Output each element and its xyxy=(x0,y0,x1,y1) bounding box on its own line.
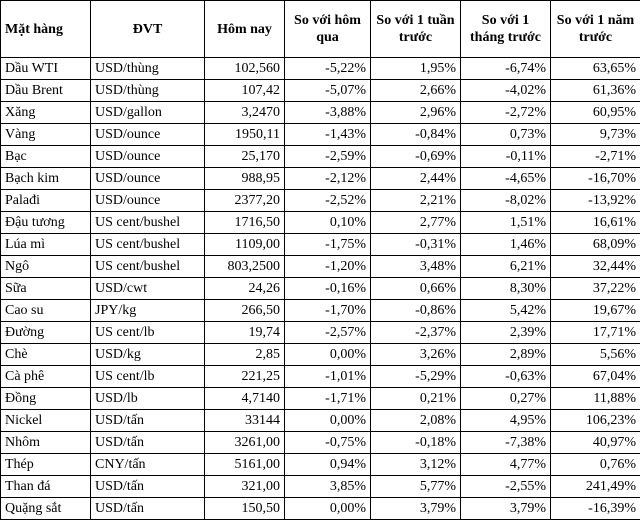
commodity-name: Palađi xyxy=(1,190,91,212)
commodity-name: Dầu WTI xyxy=(1,58,91,80)
price-today: 107,42 xyxy=(205,80,285,102)
change-vs-year: -2,71% xyxy=(551,146,640,168)
change-vs-yesterday: -2,12% xyxy=(285,168,371,190)
change-vs-month: 5,42% xyxy=(461,300,551,322)
change-vs-year: 61,36% xyxy=(551,80,640,102)
change-vs-yesterday: 0,00% xyxy=(285,498,371,520)
change-vs-week: -0,18% xyxy=(371,432,461,454)
change-vs-month: 1,51% xyxy=(461,212,551,234)
unit: US cent/lb xyxy=(91,322,205,344)
price-today: 24,26 xyxy=(205,278,285,300)
change-vs-yesterday: 0,94% xyxy=(285,454,371,476)
change-vs-week: 3,48% xyxy=(371,256,461,278)
change-vs-week: 1,95% xyxy=(371,58,461,80)
table-body xyxy=(1,58,640,520)
table-row xyxy=(1,498,640,520)
change-vs-yesterday: -1,71% xyxy=(285,388,371,410)
unit: CNY/tấn xyxy=(91,454,205,476)
commodity-name: Sữa xyxy=(1,278,91,300)
change-vs-week: -0,31% xyxy=(371,234,461,256)
table-row xyxy=(1,168,640,190)
table-row xyxy=(1,124,640,146)
change-vs-month: -0,11% xyxy=(461,146,551,168)
change-vs-yesterday: -2,52% xyxy=(285,190,371,212)
commodity-name: Chè xyxy=(1,344,91,366)
unit: US cent/bushel xyxy=(91,256,205,278)
price-today: 102,560 xyxy=(205,58,285,80)
table-row xyxy=(1,344,640,366)
change-vs-month: -0,63% xyxy=(461,366,551,388)
change-vs-month: -4,02% xyxy=(461,80,551,102)
price-today: 19,74 xyxy=(205,322,285,344)
price-today: 4,7140 xyxy=(205,388,285,410)
price-today: 1109,00 xyxy=(205,234,285,256)
commodity-name: Nhôm xyxy=(1,432,91,454)
price-today: 2377,20 xyxy=(205,190,285,212)
commodity-name: Đường xyxy=(1,322,91,344)
table-row xyxy=(1,432,640,454)
commodity-name: Xăng xyxy=(1,102,91,124)
price-today: 1716,50 xyxy=(205,212,285,234)
change-vs-week: 0,21% xyxy=(371,388,461,410)
change-vs-yesterday: -1,75% xyxy=(285,234,371,256)
price-today: 803,2500 xyxy=(205,256,285,278)
table-row xyxy=(1,256,640,278)
header-vs-year: So với 1 năm trước xyxy=(551,1,640,58)
price-today: 266,50 xyxy=(205,300,285,322)
change-vs-yesterday: -0,75% xyxy=(285,432,371,454)
unit: US cent/bushel xyxy=(91,212,205,234)
change-vs-year: 37,22% xyxy=(551,278,640,300)
change-vs-week: 2,21% xyxy=(371,190,461,212)
change-vs-year: -13,92% xyxy=(551,190,640,212)
change-vs-yesterday: 3,85% xyxy=(285,476,371,498)
header-commodity: Mặt hàng xyxy=(1,1,91,58)
change-vs-year: 5,56% xyxy=(551,344,640,366)
change-vs-month: -8,02% xyxy=(461,190,551,212)
table-row xyxy=(1,410,640,432)
price-today: 33144 xyxy=(205,410,285,432)
change-vs-month: -2,55% xyxy=(461,476,551,498)
commodity-name: Quặng sắt xyxy=(1,498,91,520)
unit: USD/tấn xyxy=(91,498,205,520)
change-vs-yesterday: 0,00% xyxy=(285,344,371,366)
change-vs-month: 4,95% xyxy=(461,410,551,432)
change-vs-yesterday: 0,00% xyxy=(285,410,371,432)
price-today: 1950,11 xyxy=(205,124,285,146)
unit: USD/tấn xyxy=(91,476,205,498)
price-today: 321,00 xyxy=(205,476,285,498)
table-row xyxy=(1,190,640,212)
change-vs-month: -6,74% xyxy=(461,58,551,80)
unit: USD/ounce xyxy=(91,190,205,212)
table-row xyxy=(1,300,640,322)
price-today: 25,170 xyxy=(205,146,285,168)
change-vs-week: 0,66% xyxy=(371,278,461,300)
change-vs-week: -0,69% xyxy=(371,146,461,168)
change-vs-yesterday: -3,88% xyxy=(285,102,371,124)
table-row xyxy=(1,146,640,168)
change-vs-month: -2,72% xyxy=(461,102,551,124)
price-today: 221,25 xyxy=(205,366,285,388)
change-vs-year: 0,76% xyxy=(551,454,640,476)
change-vs-week: 2,77% xyxy=(371,212,461,234)
unit: USD/ounce xyxy=(91,124,205,146)
change-vs-year: 60,95% xyxy=(551,102,640,124)
change-vs-yesterday: -1,70% xyxy=(285,300,371,322)
change-vs-year: 40,97% xyxy=(551,432,640,454)
table-row xyxy=(1,80,640,102)
commodity-name: Cà phê xyxy=(1,366,91,388)
change-vs-year: 32,44% xyxy=(551,256,640,278)
unit: USD/ounce xyxy=(91,146,205,168)
unit: USD/tấn xyxy=(91,410,205,432)
table-row xyxy=(1,366,640,388)
commodity-name: Thép xyxy=(1,454,91,476)
change-vs-year: -16,70% xyxy=(551,168,640,190)
price-today: 988,95 xyxy=(205,168,285,190)
change-vs-week: 2,08% xyxy=(371,410,461,432)
change-vs-year: 68,09% xyxy=(551,234,640,256)
change-vs-yesterday: -5,22% xyxy=(285,58,371,80)
header-today: Hôm nay xyxy=(205,1,285,58)
change-vs-month: -7,38% xyxy=(461,432,551,454)
price-today: 3,2470 xyxy=(205,102,285,124)
change-vs-month: 2,89% xyxy=(461,344,551,366)
change-vs-month: 8,30% xyxy=(461,278,551,300)
change-vs-yesterday: -0,16% xyxy=(285,278,371,300)
table-row xyxy=(1,212,640,234)
change-vs-week: -2,37% xyxy=(371,322,461,344)
change-vs-week: 5,77% xyxy=(371,476,461,498)
unit: US cent/lb xyxy=(91,366,205,388)
commodity-name: Dầu Brent xyxy=(1,80,91,102)
unit: USD/cwt xyxy=(91,278,205,300)
price-today: 5161,00 xyxy=(205,454,285,476)
header-vs-month: So với 1 tháng trước xyxy=(461,1,551,58)
price-today: 2,85 xyxy=(205,344,285,366)
unit: USD/thùng xyxy=(91,58,205,80)
commodity-name: Than đá xyxy=(1,476,91,498)
change-vs-year: 241,49% xyxy=(551,476,640,498)
unit: USD/thùng xyxy=(91,80,205,102)
commodity-name: Bạch kim xyxy=(1,168,91,190)
change-vs-yesterday: -2,57% xyxy=(285,322,371,344)
table-row xyxy=(1,234,640,256)
commodity-name: Đậu tương xyxy=(1,212,91,234)
commodity-name: Nickel xyxy=(1,410,91,432)
header-vs-yesterday: So với hôm qua xyxy=(285,1,371,58)
change-vs-year: 106,23% xyxy=(551,410,640,432)
change-vs-month: 2,39% xyxy=(461,322,551,344)
header-vs-week: So với 1 tuần trước xyxy=(371,1,461,58)
unit: USD/gallon xyxy=(91,102,205,124)
change-vs-month: -4,65% xyxy=(461,168,551,190)
change-vs-month: 0,27% xyxy=(461,388,551,410)
change-vs-year: 11,88% xyxy=(551,388,640,410)
change-vs-week: 3,79% xyxy=(371,498,461,520)
change-vs-yesterday: 0,10% xyxy=(285,212,371,234)
header-unit: ĐVT xyxy=(91,1,205,58)
change-vs-year: 67,04% xyxy=(551,366,640,388)
change-vs-year: 17,71% xyxy=(551,322,640,344)
change-vs-week: -0,84% xyxy=(371,124,461,146)
change-vs-week: 2,66% xyxy=(371,80,461,102)
unit: USD/ounce xyxy=(91,168,205,190)
price-today: 3261,00 xyxy=(205,432,285,454)
commodity-name: Lúa mì xyxy=(1,234,91,256)
change-vs-year: 63,65% xyxy=(551,58,640,80)
change-vs-week: -0,86% xyxy=(371,300,461,322)
table-row xyxy=(1,454,640,476)
table-row xyxy=(1,102,640,124)
change-vs-month: 3,79% xyxy=(461,498,551,520)
change-vs-week: 2,96% xyxy=(371,102,461,124)
change-vs-yesterday: -5,07% xyxy=(285,80,371,102)
unit: USD/kg xyxy=(91,344,205,366)
change-vs-week: 2,44% xyxy=(371,168,461,190)
change-vs-yesterday: -1,01% xyxy=(285,366,371,388)
change-vs-yesterday: -2,59% xyxy=(285,146,371,168)
table-row xyxy=(1,388,640,410)
unit: JPY/kg xyxy=(91,300,205,322)
change-vs-month: 6,21% xyxy=(461,256,551,278)
change-vs-yesterday: -1,20% xyxy=(285,256,371,278)
table-row xyxy=(1,278,640,300)
commodity-name: Cao su xyxy=(1,300,91,322)
change-vs-week: 3,26% xyxy=(371,344,461,366)
change-vs-week: -5,29% xyxy=(371,366,461,388)
change-vs-month: 4,77% xyxy=(461,454,551,476)
commodity-name: Bạc xyxy=(1,146,91,168)
change-vs-year: 9,73% xyxy=(551,124,640,146)
change-vs-month: 0,73% xyxy=(461,124,551,146)
table-row xyxy=(1,58,640,80)
commodity-name: Đồng xyxy=(1,388,91,410)
commodity-name: Ngô xyxy=(1,256,91,278)
table-row xyxy=(1,476,640,498)
unit: US cent/bushel xyxy=(91,234,205,256)
header-row xyxy=(1,1,640,58)
table-row xyxy=(1,322,640,344)
change-vs-year: 19,67% xyxy=(551,300,640,322)
change-vs-yesterday: -1,43% xyxy=(285,124,371,146)
commodity-name: Vàng xyxy=(1,124,91,146)
change-vs-week: 3,12% xyxy=(371,454,461,476)
change-vs-year: 16,61% xyxy=(551,212,640,234)
unit: USD/lb xyxy=(91,388,205,410)
unit: USD/tấn xyxy=(91,432,205,454)
price-today: 150,50 xyxy=(205,498,285,520)
change-vs-month: 1,46% xyxy=(461,234,551,256)
change-vs-year: -16,39% xyxy=(551,498,640,520)
